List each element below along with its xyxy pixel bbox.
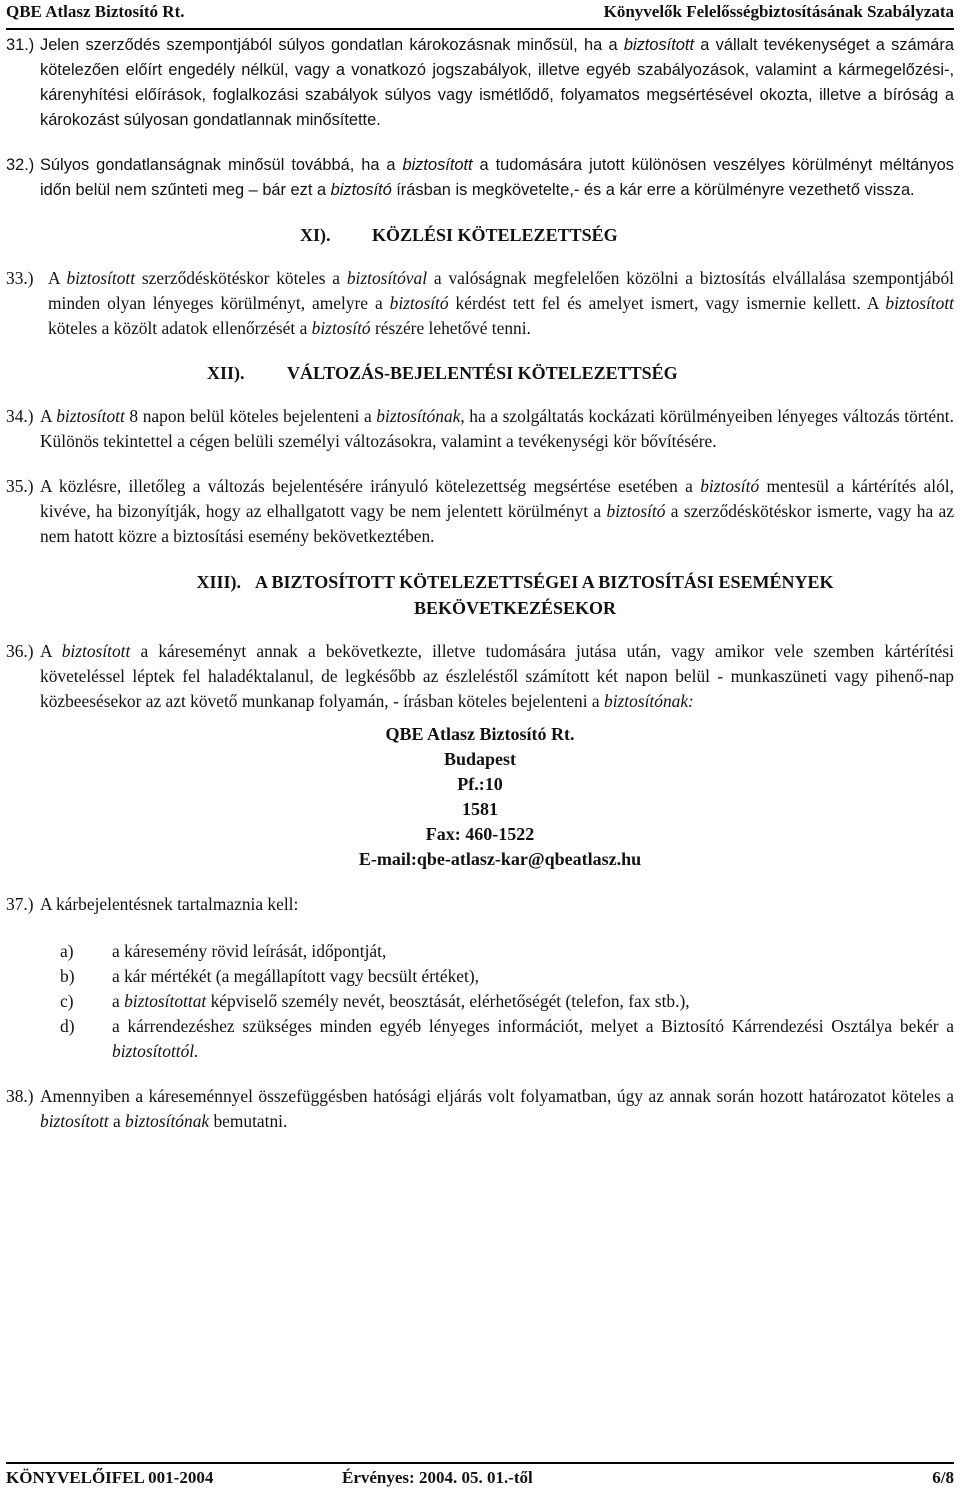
clause-35 bbox=[6, 474, 954, 549]
section-number: XIII). bbox=[196, 572, 242, 592]
list-item bbox=[6, 989, 954, 1014]
clause-34 bbox=[6, 404, 954, 454]
section-heading-xiii bbox=[6, 569, 954, 621]
page-header bbox=[6, 0, 954, 30]
clause-text: Amennyiben a káreseménnyel összefüggésben hatósági eljárás volt folyamatban, úgy az annak során hozott határozatot köteles a biztosított a biztosítónak bemutatni. bbox=[40, 1086, 954, 1131]
clause-31 bbox=[6, 33, 954, 133]
clause-number: 36.) bbox=[6, 641, 34, 661]
list-label: d) bbox=[60, 1016, 75, 1036]
clause-text: Súlyos gondatlanságnak minősül továbbá, ha a biztosított a tudomására jutott különösen veszélyes körülményt méltányos időn belül nem szűnteti meg – bár ezt a biztosító írásban is megkövetelte,- és a kár erre a körülményre vezethető vissza. bbox=[40, 156, 954, 199]
clause-37 bbox=[6, 892, 954, 917]
header-document-title: Könyvelők Felelősségbiztosításának Szabályzata bbox=[603, 2, 954, 21]
clause-number: 31.) bbox=[6, 36, 35, 54]
clause-number: 38.) bbox=[6, 1086, 34, 1106]
clause-text: A biztosított a káreseményt annak a bekövetkezte, illetve tudomására jutása után, vagy amikor vele szemben kártérítési követeléssel léptek fel haladéktalanul, de legkésőbb az észleléstől számított két napon belül - munkaszüneti vagy pihenő-nap közbeesésekor az azt követő munkanap folyamán, - írásban köteles bejelenteni a biztosítónak: bbox=[40, 641, 954, 711]
address-po-box: Pf.:10 bbox=[457, 774, 503, 794]
section-heading-xi bbox=[6, 223, 954, 248]
section-title: VÁLTOZÁS-BEJELENTÉSI KÖTELEZETTSÉG bbox=[287, 363, 678, 383]
address-fax: Fax: 460-1522 bbox=[425, 824, 535, 844]
address-city: Budapest bbox=[443, 749, 517, 769]
clause-text: A kárbejelentésnek tartalmaznia kell: bbox=[40, 894, 299, 914]
list-text: a káresemény rövid leírását, időpontját, bbox=[112, 941, 387, 961]
clause-33 bbox=[6, 266, 954, 341]
document-body bbox=[6, 33, 954, 1154]
list-label: a) bbox=[60, 941, 74, 961]
list-label: b) bbox=[60, 966, 75, 986]
section-number: XII). bbox=[207, 363, 245, 383]
list-item bbox=[6, 964, 954, 989]
clause-text: A biztosított szerződéskötéskor köteles a biztosítóval a valóságnak megfelelően közölni a biztosítás elvállalása szempontjából minden olyan lényeges körülményt, amelyre a biztosító kérdést tett fel és amelyet ismert, vagy ismernie kellett. A biztosított köteles a közölt adatok ellenőrzését a biztosító részére lehetővé tenni. bbox=[48, 268, 954, 338]
footer-validity-date: Érvényes: 2004. 05. 01.-től bbox=[342, 1468, 533, 1487]
address-company: QBE Atlasz Biztosító Rt. bbox=[385, 724, 575, 744]
list-item bbox=[6, 1014, 954, 1064]
clause-number: 33.) bbox=[6, 268, 34, 288]
address-email: E-mail:qbe-atlasz-kar@qbeatlasz.hu bbox=[358, 849, 642, 869]
clause-number: 32.) bbox=[6, 156, 35, 174]
clause-32 bbox=[6, 153, 954, 203]
clause-text: A biztosított 8 napon belül köteles bejelenteni a biztosítónak, ha a szolgáltatás kockázati körülményeiben lényeges változás történt. Különös tekintettel a cégen belüli személyi változásokra, valamint a tevékenységi kör bővítésére. bbox=[40, 406, 954, 451]
section-heading-xii bbox=[6, 361, 954, 386]
list-text: a kár mértékét (a megállapított vagy becsült értéket), bbox=[112, 966, 479, 986]
clause-number: 35.) bbox=[6, 476, 34, 496]
header-company: QBE Atlasz Biztosító Rt. bbox=[6, 2, 185, 21]
list-text: a kárrendezéshez szükséges minden egyéb lényeges információt, melyet a Biztosító Kárrendezési Osztálya bekér a biztosítottól. bbox=[112, 1016, 954, 1061]
list-label: c) bbox=[60, 991, 74, 1011]
clause-text: Jelen szerződés szempontjából súlyos gondatlan károkozásnak minősül, ha a biztosított a vállalt tevékenységet a számára kötelezően előírt engedély nélkül, vagy a vonatkozó jogszabályok, illetve egyéb szabályozások, valamint a kármegelőzési-, kárenyhítési előírások, foglalkozási szabályok súlyos vagy ismétlődő, folyamatos megsértésével okozta, illetve a bíróság a károkozást súlyosan gondatlannak minősítette. bbox=[40, 36, 954, 129]
address-zip: 1581 bbox=[462, 799, 498, 819]
insurer-address-block bbox=[6, 722, 954, 872]
clause-text: A közlésre, illetőleg a változás bejelentésére irányuló kötelezettség megsértése esetében a biztosító mentesül a kártérítés alól, kivéve, ha bizonyítják, hogy az elhallgatott vagy be nem jelentett körülményt a biztosító a szerződéskötéskor ismerte, vagy ha az nem hatott közre a biztosítási esemény bekövetkeztében. bbox=[40, 476, 954, 546]
clause-38 bbox=[6, 1084, 954, 1134]
clause-number: 37.) bbox=[6, 894, 34, 914]
page-footer bbox=[6, 1462, 954, 1487]
claim-requirements-list bbox=[6, 939, 954, 1064]
section-title: KÖZLÉSI KÖTELEZETTSÉG bbox=[372, 225, 618, 245]
clause-number: 34.) bbox=[6, 406, 34, 426]
footer-document-code: KÖNYVELŐIFEL 001-2004 bbox=[6, 1468, 214, 1487]
list-item bbox=[6, 939, 954, 964]
section-title: A BIZTOSÍTOTT KÖTELEZETTSÉGEI A BIZTOSÍTÁSI ESEMÉNYEK bbox=[255, 572, 834, 592]
section-title-continued: BEKÖVETKEZÉSEKOR bbox=[413, 598, 617, 618]
footer-page-number: 6/8 bbox=[932, 1468, 954, 1487]
section-number: XI). bbox=[300, 225, 331, 245]
list-text: a biztosítottat képviselő személy nevét, beosztását, elérhetőségét (telefon, fax stb.), bbox=[112, 991, 690, 1011]
clause-36 bbox=[6, 639, 954, 714]
